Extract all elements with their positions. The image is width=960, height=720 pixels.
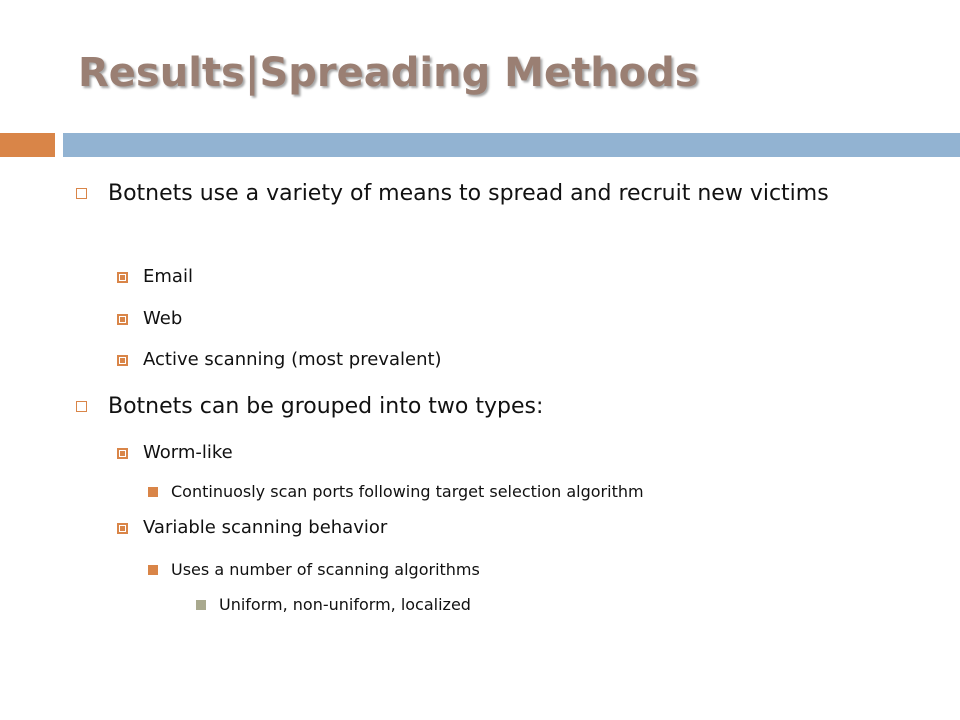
square-bullet-icon [148,487,158,497]
filled-square-bullet-icon [117,355,128,366]
square-bullet-icon [76,188,87,199]
subbullet-text: Web [143,308,183,329]
square-bullet-icon [196,600,206,610]
detail-text: Continuosly scan ports following target selection algorithm [171,482,644,501]
subbullet-text: Worm-like [143,442,233,463]
filled-square-bullet-icon [117,448,128,459]
subbullet-email [117,264,877,290]
bullet-botnet-types [76,390,876,424]
detail-scanning-algorithms [148,559,908,581]
bullet-text: Botnets use a variety of means to spread and recruit new victims [108,181,829,206]
bullet-text: Botnets can be grouped into two types: [108,394,544,419]
square-bullet-icon [76,401,87,412]
filled-square-bullet-icon [117,314,128,325]
subbullet-active-scanning [117,347,877,373]
subdetail-text: Uniform, non-uniform, localized [219,595,471,614]
subbullet-variable-scanning [117,515,877,541]
slide-title: Results|Spreading Methods [78,50,699,96]
subbullet-text: Active scanning (most prevalent) [143,349,442,370]
filled-square-bullet-icon [117,272,128,283]
filled-square-bullet-icon [117,523,128,534]
subbullet-text: Email [143,266,193,287]
detail-text: Uses a number of scanning algorithms [171,560,480,579]
square-bullet-icon [148,565,158,575]
detail-continuous-scan [148,481,908,503]
subbullet-worm-like [117,440,877,466]
subdetail-algorithm-types [196,594,896,616]
bullet-spreading-means [76,177,876,245]
subbullet-text: Variable scanning behavior [143,517,388,538]
subbullet-web [117,306,877,332]
